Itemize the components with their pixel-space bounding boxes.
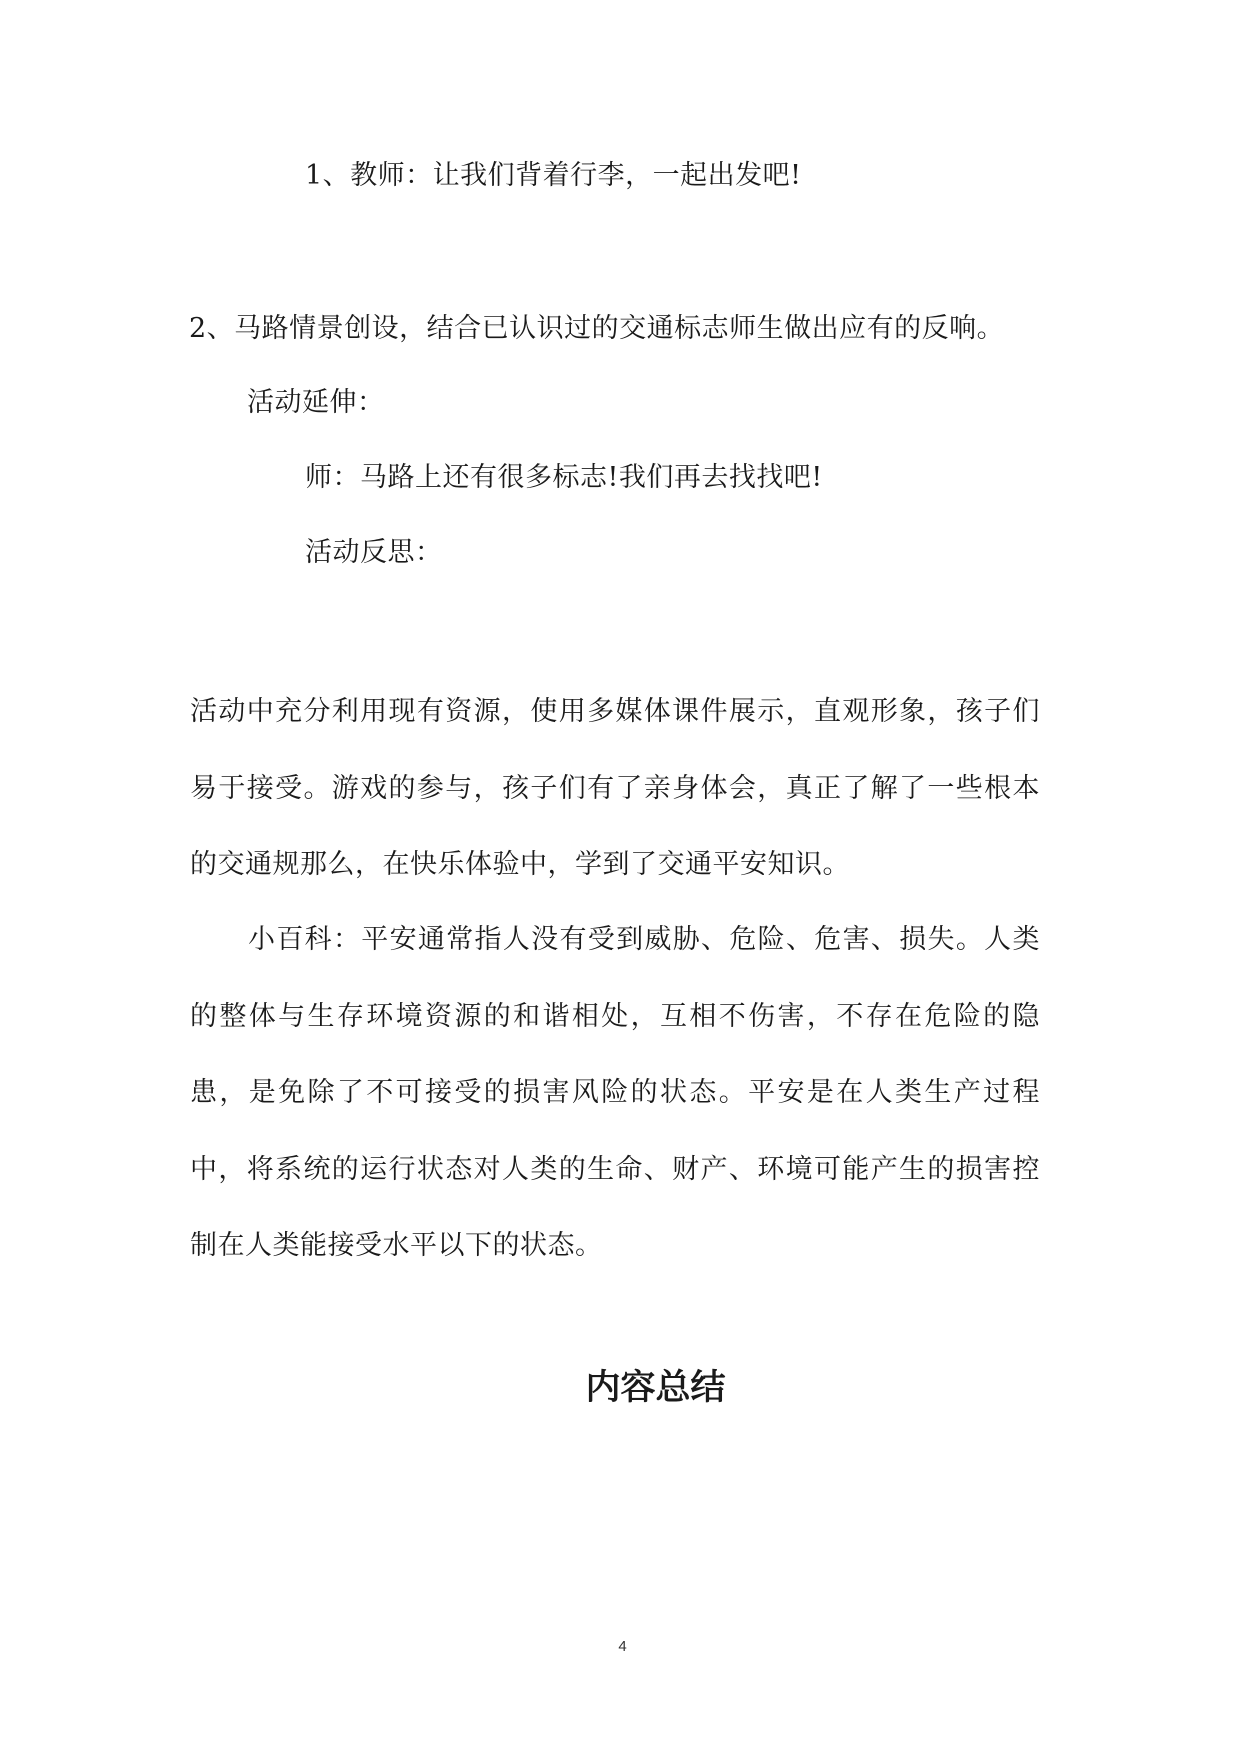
step-2-text: 2、马路情景创设，结合已认识过的交通标志师生做出应有的反响。	[189, 313, 1005, 344]
summary-heading: 内容总结	[585, 1368, 726, 1408]
reflection-label: 活动反思：	[305, 537, 443, 568]
page-number: 4	[618, 1638, 627, 1655]
extension-label: 活动延伸：	[247, 387, 385, 418]
encyclopedia-paragraph: 小百科：平安通常指人没有受到威胁、危险、危害、损失。人类的整体与生存环境资源的和谐相处，互相不伤害，不存在危险的隐患，是免除了不可接受的损害风险的状态。平安是在人类生产过程中，将系统的运行状态对人类的生命、财产、环境可能产生的损害控制在人类能接受水平以下的状态。	[190, 924, 1040, 1261]
extension-text: 师：马路上还有很多标志!我们再去找找吧!	[305, 462, 823, 493]
step-1-text: 1、教师：让我们背着行李，一起出发吧!	[305, 160, 802, 191]
reflection-paragraph: 活动中充分利用现有资源，使用多媒体课件展示，直观形象，孩子们易于接受。游戏的参与，孩子们有了亲身体会，真正了解了一些根本的交通规那么，在快乐体验中，学到了交通平安知识。	[190, 696, 1040, 880]
